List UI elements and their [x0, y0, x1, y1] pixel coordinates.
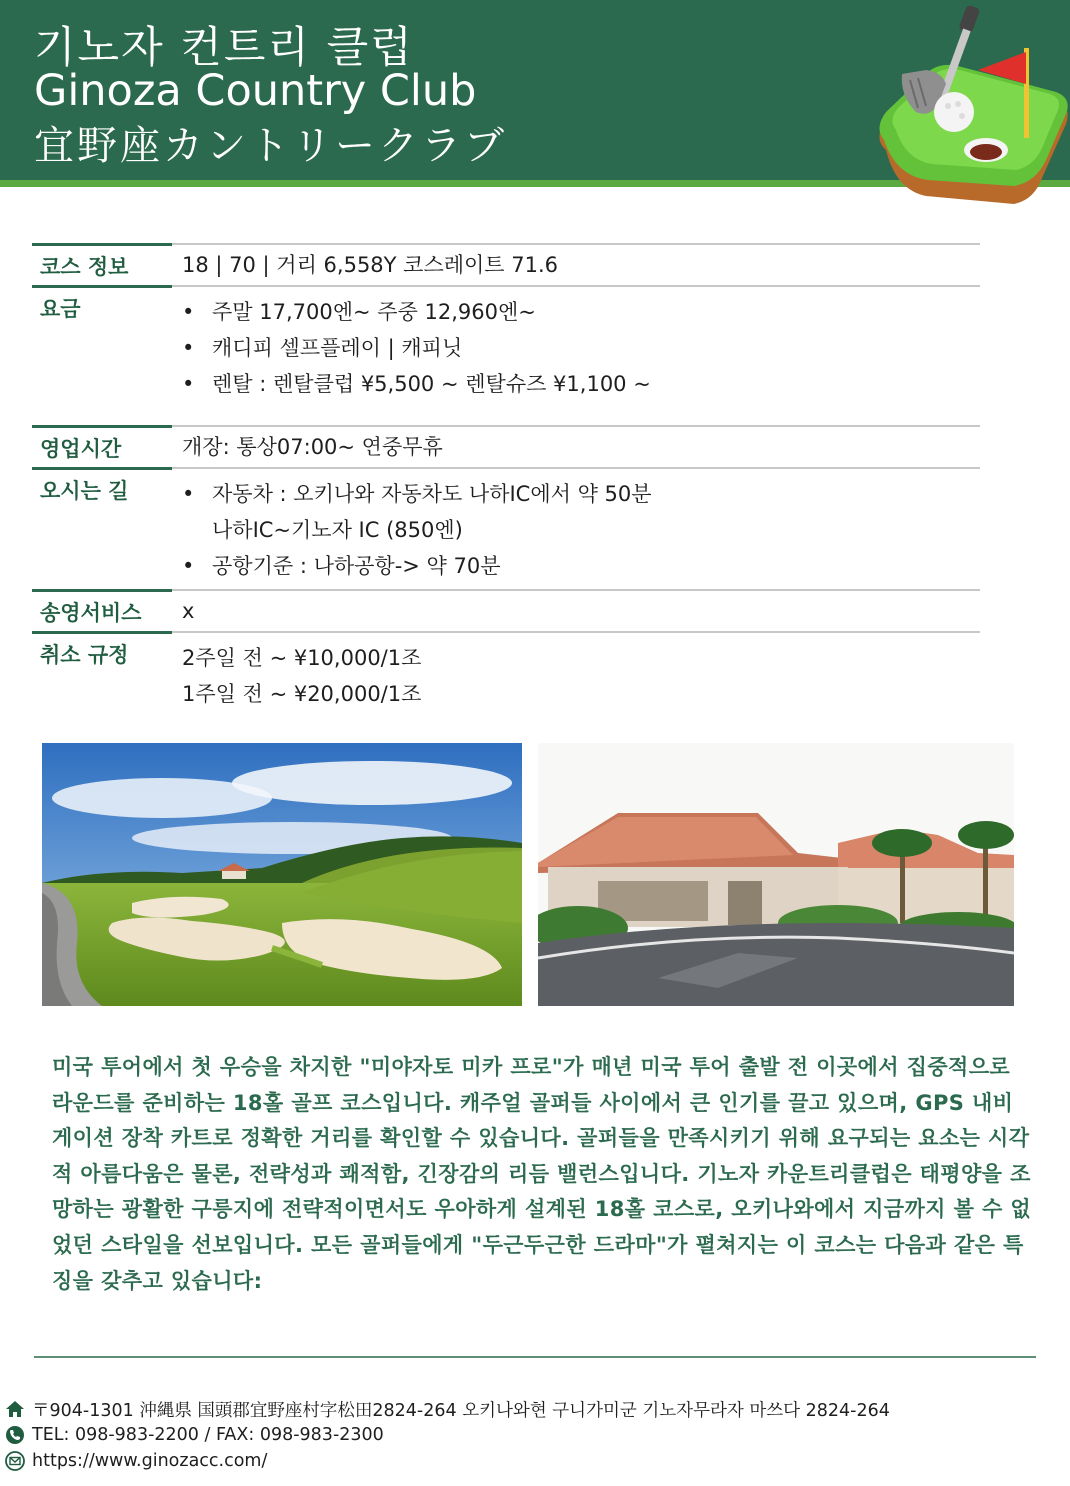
label-cancel: 취소 규정	[32, 633, 172, 711]
label-course-info: 코스 정보	[32, 245, 172, 285]
value-shuttle: x	[182, 599, 195, 623]
row-directions	[32, 467, 980, 589]
row-course-info	[32, 243, 980, 285]
row-fees	[32, 285, 980, 425]
footer-contact	[4, 1396, 890, 1474]
title-japanese: 宜野座カントリークラブ	[34, 123, 507, 169]
list-item: • 공항기준 : 나하공항-> 약 70분	[182, 548, 980, 584]
list-item-continuation: 나하IC~기노자 IC (850엔)	[212, 518, 463, 542]
list-item: • 자동차 : 오키나와 자동차도 나하IC에서 약 50분	[182, 476, 980, 512]
label-shuttle: 송영서비스	[32, 591, 172, 631]
footer-phone: TEL: 098-983-2200 / FAX: 098-983-2300	[32, 1425, 384, 1445]
golf-course-icon	[866, 0, 1070, 215]
footer-address-row	[4, 1396, 890, 1422]
title-korean: 기노자 컨트리 클럽	[34, 23, 414, 73]
row-cancel	[32, 631, 980, 711]
value-cancel	[172, 633, 980, 711]
cancel-line: 2주일 전 ~ ¥10,000/1조	[182, 646, 422, 670]
mail-icon	[4, 1450, 26, 1472]
footer-divider	[34, 1356, 1036, 1358]
title-english: Ginoza Country Club	[34, 66, 477, 116]
list-item: • 캐디피 셀프플레이 | 캐피닛	[182, 330, 980, 366]
course-description: 미국 투어에서 첫 우승을 차지한 "미야자토 미카 프로"가 매년 미국 투어 출발 전 이곳에서 집중적으로 라운드를 준비하는 18홀 골프 코스입니다. 캐주얼 골퍼들 사이에서 큰 인기를 끌고 있으며, GPS 내비게이션 장착 카트로 정확한 거리를 확인할 수 있습니다. 골퍼들을 만족시키기 위해 요구되는 요소는 시각적 아름다움은 물론, 전략성과 쾌적함, 긴장감의 리듬 밸런스입니다. 기노자 카운트리클럽은 태평양을 조망하는 광활한 구릉지에 전략적이면서도 우아하게 설계된 18홀 코스로, 오키나와에서 지금까지 볼 수 없었던 스타일을 선보입니다. 모든 골퍼들에게 "두근두근한 드라마"가 펼쳐지는 이 코스는 다음과 같은 특징을 갖추고 있습니다:	[52, 1055, 1032, 1293]
course-photo	[42, 743, 522, 1006]
course-info-table	[32, 243, 980, 711]
label-hours: 영업시간	[32, 427, 172, 467]
list-item: • 주말 17,700엔~ 주중 12,960엔~	[182, 294, 980, 330]
label-fees: 요금	[32, 287, 172, 425]
footer-address: 〒904-1301 沖縄県 国頭郡宜野座村字松田2824-264 오키나와현 구니가미군 기노자무라자 마쓰다 2824-264	[32, 1400, 890, 1421]
website-link[interactable]: https://www.ginozacc.com/	[32, 1451, 268, 1471]
footer-website-row	[4, 1448, 890, 1474]
footer-phone-row	[4, 1422, 890, 1448]
label-directions: 오시는 길	[32, 469, 172, 589]
phone-icon	[4, 1424, 26, 1446]
home-icon	[4, 1398, 26, 1420]
value-fees	[172, 287, 980, 425]
value-course-info: 18 | 70 | 거리 6,558Y 코스레이트 71.6	[182, 253, 559, 277]
value-directions	[172, 469, 980, 589]
list-item: • 렌탈 : 렌탈클럽 ¥5,500 ~ 렌탈슈즈 ¥1,100 ~	[182, 366, 980, 402]
cancel-line: 1주일 전 ~ ¥20,000/1조	[182, 682, 422, 706]
row-hours	[32, 425, 980, 467]
clubhouse-photo	[538, 743, 1014, 1006]
row-shuttle	[32, 589, 980, 631]
value-hours: 개장: 통상07:00~ 연중무휴	[182, 435, 443, 459]
